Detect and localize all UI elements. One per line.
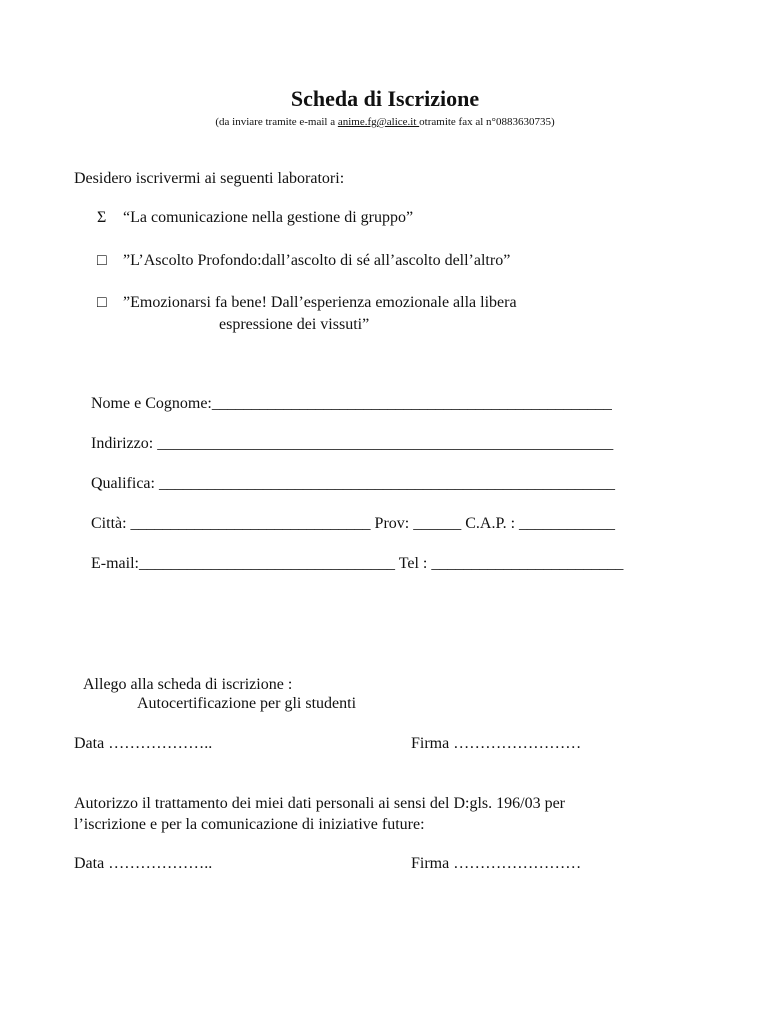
checked-mark-icon[interactable]: Σ [97,209,107,226]
signature-field-2[interactable]: Firma …………………… [411,855,582,872]
option-3-label-line2: espressione dei vissuti” [219,316,370,333]
subtitle-prefix: (da inviare tramite e-mail a [215,116,338,128]
email-tel-field[interactable]: E-mail:________________________________ Tel : ________________________ [91,555,624,572]
name-field[interactable]: Nome e Cognome:__________________________________________________ [91,395,612,412]
checkbox-icon[interactable]: □ [97,252,107,269]
option-3[interactable] [97,294,517,312]
date-field-1[interactable]: Data ……………….. [74,735,213,752]
option-2[interactable] [97,252,510,270]
attachment-item: Autocertificazione per gli studenti [137,695,357,712]
city-prov-cap-field[interactable]: Città: ______________________________ Prov: ______ C.A.P. : ____________ [91,515,616,532]
page-subtitle [0,116,770,128]
authorization-text-line1: Autorizzo il trattamento dei miei dati personali ai sensi del D:gls. 196/03 per [74,795,565,812]
checkbox-icon[interactable]: □ [97,294,107,311]
option-2-label: ”L’Ascolto Profondo:dall’ascolto di sé all’ascolto dell’altro” [123,252,511,269]
page-title: Scheda di Iscrizione [290,86,480,111]
qualification-field[interactable]: Qualifica: _________________________________________________________ [91,475,615,492]
signature-field-1[interactable]: Firma …………………… [411,735,582,752]
attachment-heading: Allego alla scheda di iscrizione : [83,676,293,693]
option-1[interactable] [97,209,413,227]
subtitle-suffix: otramite fax al n°0883630735) [419,116,555,128]
address-field[interactable]: Indirizzo: _________________________________________________________ [91,435,614,452]
option-3-label: ”Emozionarsi fa bene! Dall’esperienza emozionale alla libera [123,294,517,311]
date-field-2[interactable]: Data ……………….. [74,855,213,872]
intro-text: Desidero iscrivermi ai seguenti laboratori: [74,170,345,187]
authorization-text-line2: l’iscrizione e per la comunicazione di iniziative future: [74,816,425,833]
email-link[interactable]: anime.fg@alice.it [337,116,420,128]
option-1-label: “La comunicazione nella gestione di gruppo” [123,209,414,226]
